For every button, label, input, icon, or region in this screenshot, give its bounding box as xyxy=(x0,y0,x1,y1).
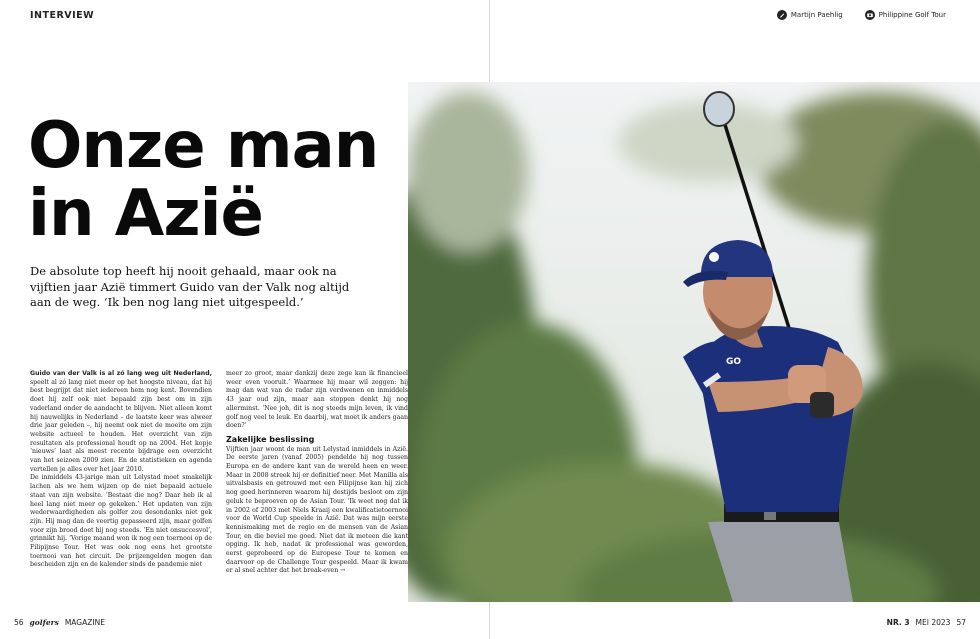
subheading: Zakelijke beslissing xyxy=(226,434,315,444)
club-head xyxy=(704,92,734,126)
paragraph: Vijftien jaar woont de man uit Lelystad inmiddels in Azië. De eerste jaren (vanaf 2005) pendelde hij nog tussen Europa en de andere kant van de wereld heen en weer. Maar in 2008 streek hij er definitief neer. Met Manilla als uitvalsbasis en getrouwd met een Filipijnse kan hij zich nog goed herinneren waarom hij destijds besloot om zijn geluk te beproeven op de Asian Tour. ‘Ik weet nog dat ik in 2002 of 2003 met Niels Kraaij een kwalificatietoernooi voor de World Cup speelde in Azië. Dat was mijn eerste kennismaking met de regio en de mensen van de Asian Tour, en die beviel me goed. Niet dat ik meteen die kant opging. Ik heb, nadat ik professional was geworden, eerst geprobeerd op de Europese Tour te komen en daarvoor op de Challenge Tour gespeeld. Maar ik kwam er al snel achter dat het break-even → xyxy=(226,445,408,575)
photo-credit xyxy=(865,10,946,20)
credits-bar xyxy=(777,10,946,20)
column-1 xyxy=(30,370,212,576)
golfer-photo xyxy=(408,82,980,602)
glove xyxy=(810,392,834,418)
issue-date: MEI 2023 xyxy=(915,618,951,627)
article-lede: De absolute top heeft hij nooit gehaald, maar ook na vijftien jaar Azië timmert Guido van der Valk nog altijd aan de weg. ‘Ik ben nog lang niet uitgespeeld.’ xyxy=(30,264,350,309)
title-line-1: Onze man xyxy=(28,109,379,183)
magazine-brand: golfers xyxy=(29,618,59,627)
lead-in: Guido van der Valk is al zó lang weg uit Nederland, xyxy=(30,370,212,377)
camera-icon xyxy=(865,10,875,20)
author-credit xyxy=(777,10,843,20)
footer-right xyxy=(887,618,966,627)
pen-icon xyxy=(777,10,787,20)
article-title xyxy=(28,109,379,251)
paragraph xyxy=(30,370,212,474)
body-text: speelt al zó lang niet meer op het hoogste niveau, dat hij best begrijpt dat niet iedereen hem nog kent. Bovendien doet hij zelf ook niet bepaald zijn best om in zijn vaderland onder de aandacht te blijven. Niet alleen komt hij nauwelijks in Nederland – de laatste keer was alweer drie jaar geleden –, hij neemt ook niet de moeite om zijn website actueel te houden. Het overzicht van zijn resultaten als professional houdt op na 2004. Het kopje ‘nieuws’ laat als meest recente bijdrage een overzicht van het seizoen 2009 zien. En de statistieken en agenda vertellen je alles over het jaar 2010. xyxy=(30,378,212,473)
golfer-illustration xyxy=(408,82,980,602)
author-name: Martijn Paehlig xyxy=(790,11,843,19)
photo-credit-name: Philippine Golf Tour xyxy=(878,11,946,19)
paragraph: meer zo groot, maar dankzij deze zege kan ik financieel weer even vooruit.’ Waarmee hij maar wil zeggen: hij mag dan wat van de radar zijn verdwenen en inmiddels 43 jaar oud zijn, maar aan stoppen denkt hij nog allerminst. ‘Nee joh, dit is nog steeds mijn leven, ik vind golf nog veel te leuk. En daarbij, wat moet ik anders gaan doen?’ xyxy=(226,370,408,430)
title-line-2: in Azië xyxy=(28,177,263,251)
issue-number: NR. 3 xyxy=(886,618,910,627)
body-columns xyxy=(30,370,408,576)
page-number-left: 56 xyxy=(14,618,24,627)
footer-left xyxy=(14,618,105,627)
trousers xyxy=(708,517,853,602)
shirt-logo: GO xyxy=(726,357,742,367)
paragraph: De inmiddels 43-jarige man uit Lelystad moet smakelijk lachen als we hem wijzen op de niet bepaald actuele staat van zijn website. ‘Bestaat die nog? Daar heb ik al heel lang niet meer op gekeken.’ Het updaten van zijn wederwaardigheden als golfer zou desondanks niet gek zijn. Hij mag dan de veertig gepasseerd zijn, maar golfen voor zijn brood doet hij nog steeds. ‘En niet onsuccesvol’, grinnikt hij. ‘Vorige maand won ik nog een toernooi op de Filipijnse Tour. Het was ook nog eens het grootste toernooi van het circuit. De prijzengelden mogen dan bescheiden zijn en de kalender sinds de pandemie niet xyxy=(30,474,212,569)
cap-logo xyxy=(709,252,719,262)
column-2 xyxy=(226,370,408,576)
page-number-right: 57 xyxy=(956,618,966,627)
section-label: INTERVIEW xyxy=(30,10,95,21)
magazine-label: MAGAZINE xyxy=(64,618,105,627)
